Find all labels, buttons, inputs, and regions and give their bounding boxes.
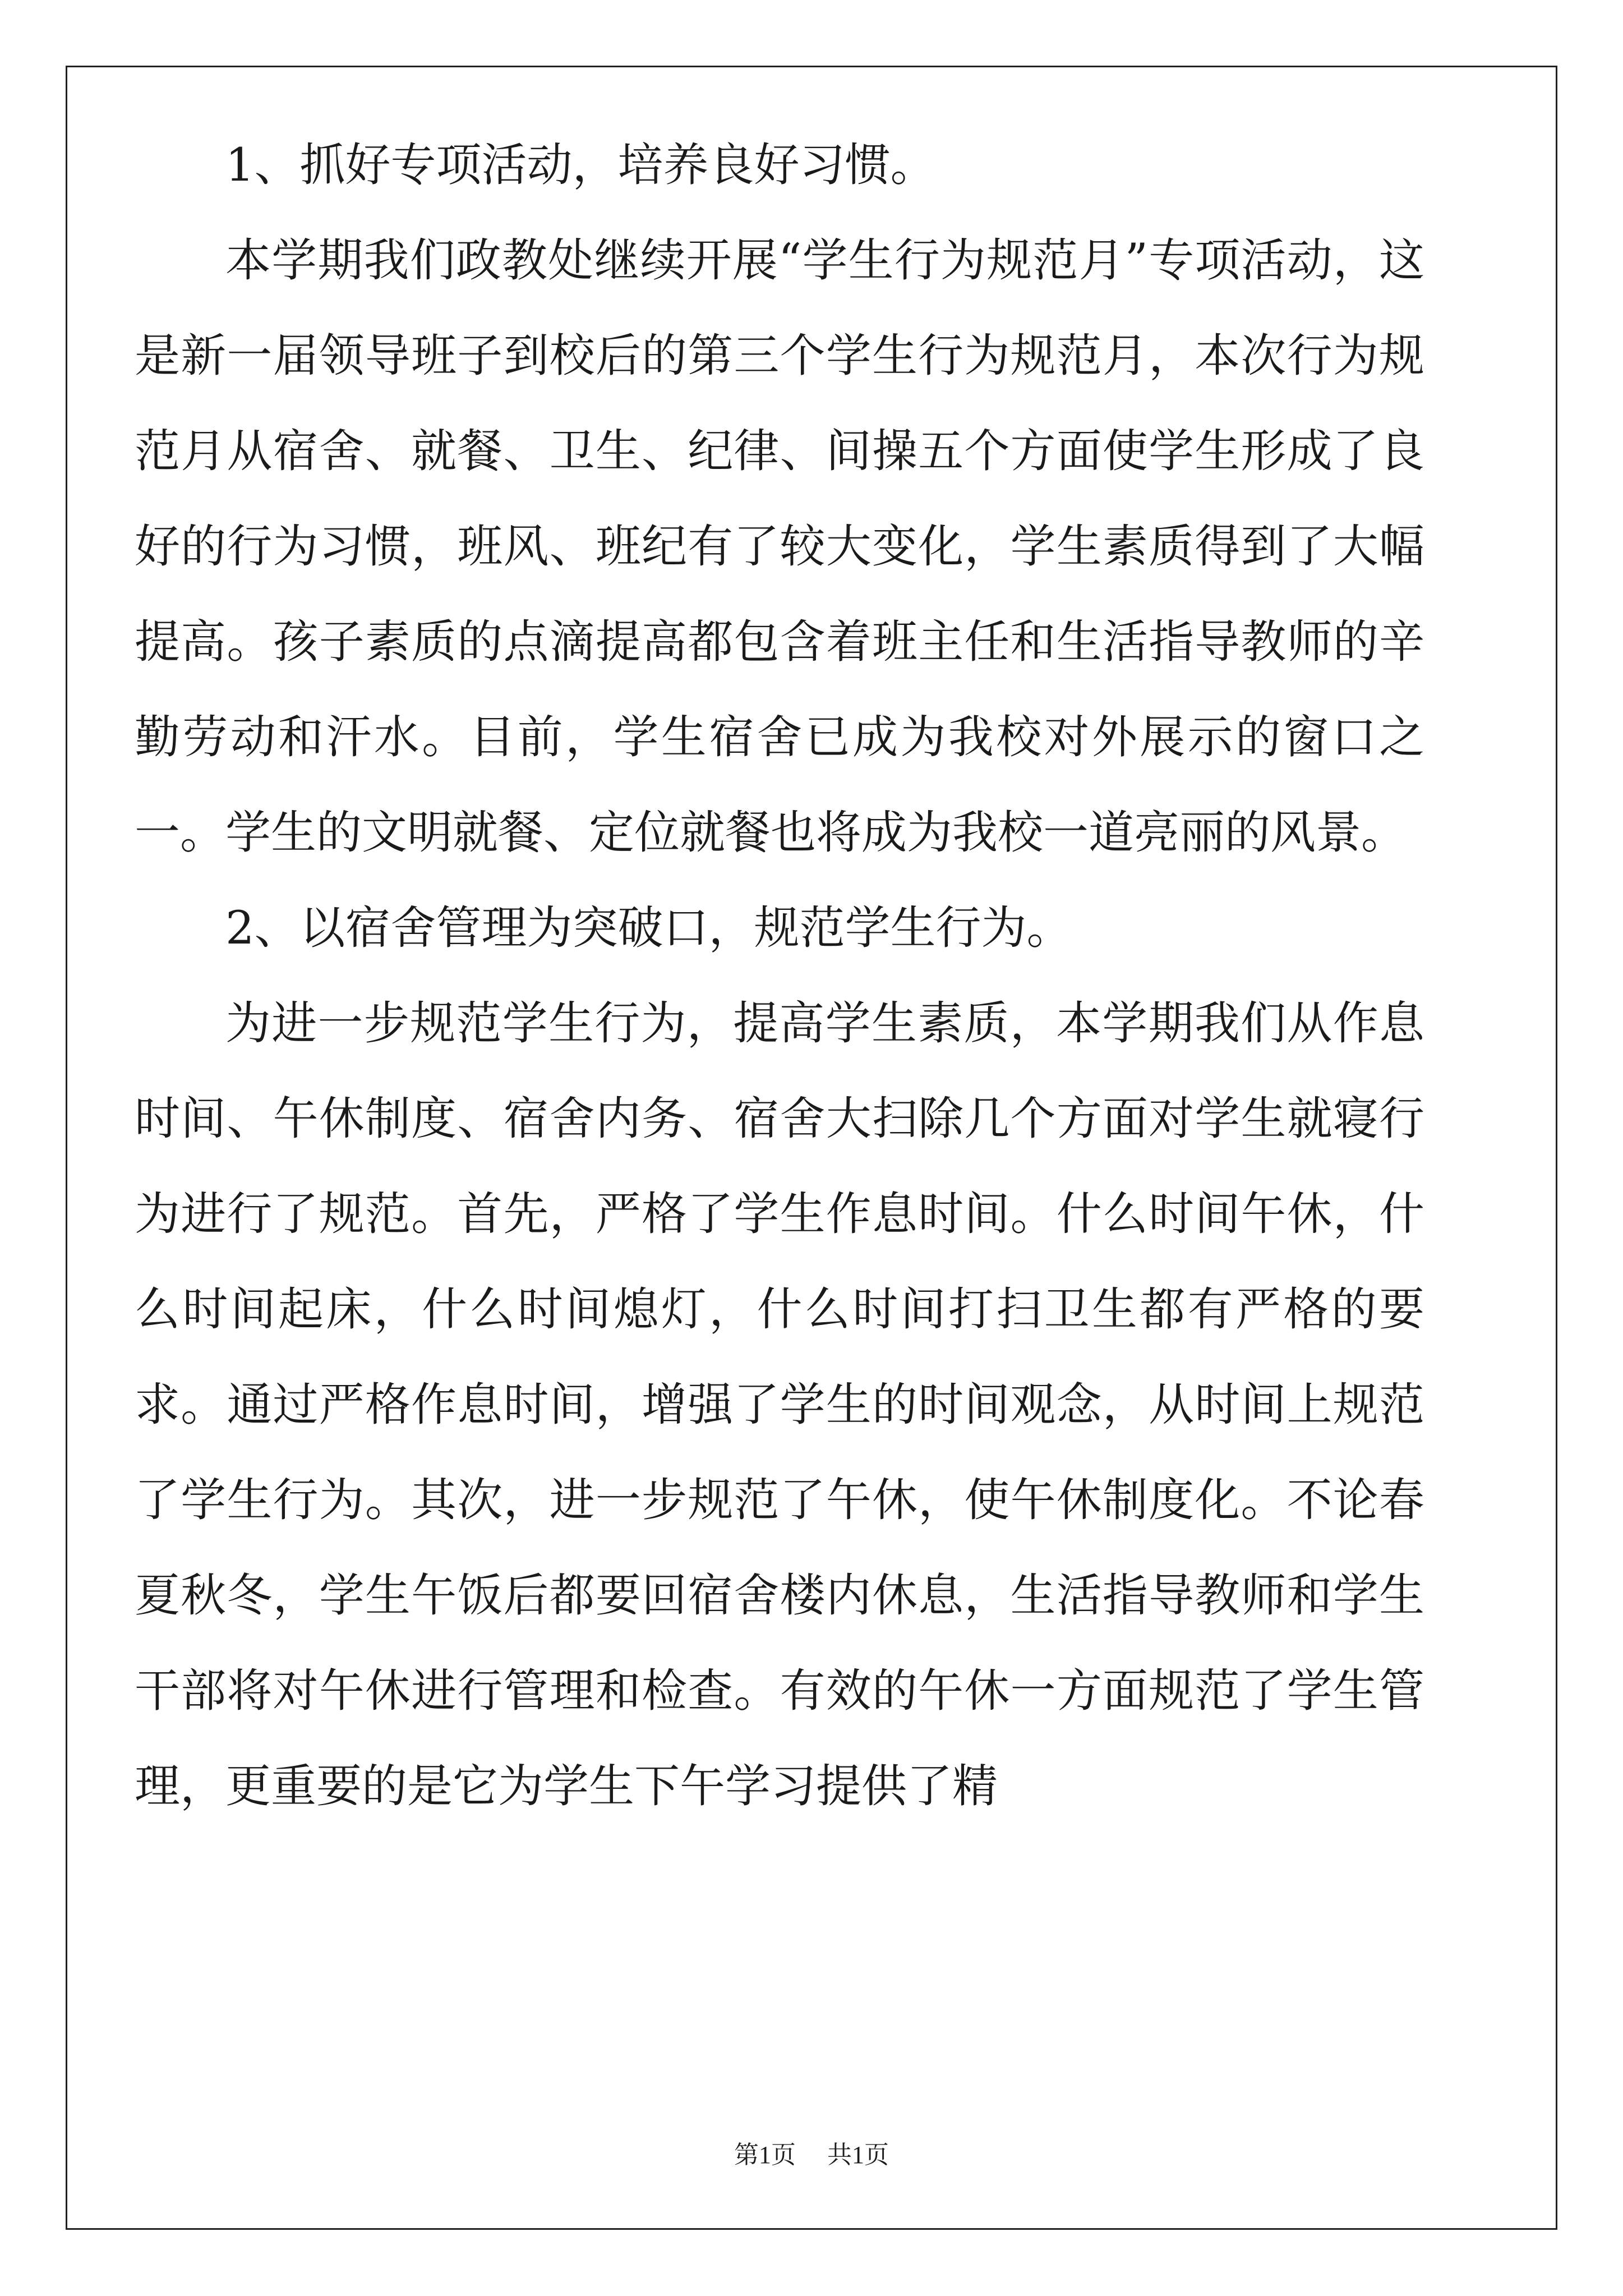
document-body (135, 118, 1424, 2014)
page-number-total: 共1页 (827, 2141, 889, 2169)
paragraph-heading-1: 1、抓好专项活动，培养良好习惯。 (225, 139, 936, 192)
page-footer (0, 2138, 1623, 2172)
paragraph-body-2: 为进一步规范学生行为，提高学生素质，本学期我们从作息时间、午休制度、宿舍内务、宿舍大扫除几个方面对学生就寝行为进行了规范。首先，严格了学生作息时间。什么时间午休，什么时间起床，什么时间熄灯，什么时间打扫卫生都有严格的要求。通过严格作息时间，增强了学生的时间观念，从时间上规范了学生行为。其次，进一步规范了午休，使午休制度化。不论春夏秋冬，学生午饭后都要回宿舍楼内休息，生活指导教师和学生干部将对午休进行管理和检查。有效的午休一方面规范了学生管理，更重要的是它为学生下午学习提供了精 (135, 997, 1424, 1813)
page-number-current: 第1页 (734, 2141, 796, 2169)
paragraph-heading-2: 2、以宿舍管理为突破口，规范学生行为。 (225, 902, 1072, 955)
paragraph-body-1: 本学期我们政教处继续开展“学生行为规范月”专项活动，这是新一届领导班子到校后的第三个学生行为规范月，本次行为规范月从宿舍、就餐、卫生、纪律、间操五个方面使学生形成了良好的行为习惯，班风、班纪有了较大变化，学生素质得到了大幅提高。孩子素质的点滴提高都包含着班主任和生活指导教师的辛勤劳动和汗水。目前，学生宿舍已成为我校对外展示的窗口之一。学生的文明就餐、定位就餐也将成为我校一道亮丽的风景。 (135, 234, 1424, 859)
